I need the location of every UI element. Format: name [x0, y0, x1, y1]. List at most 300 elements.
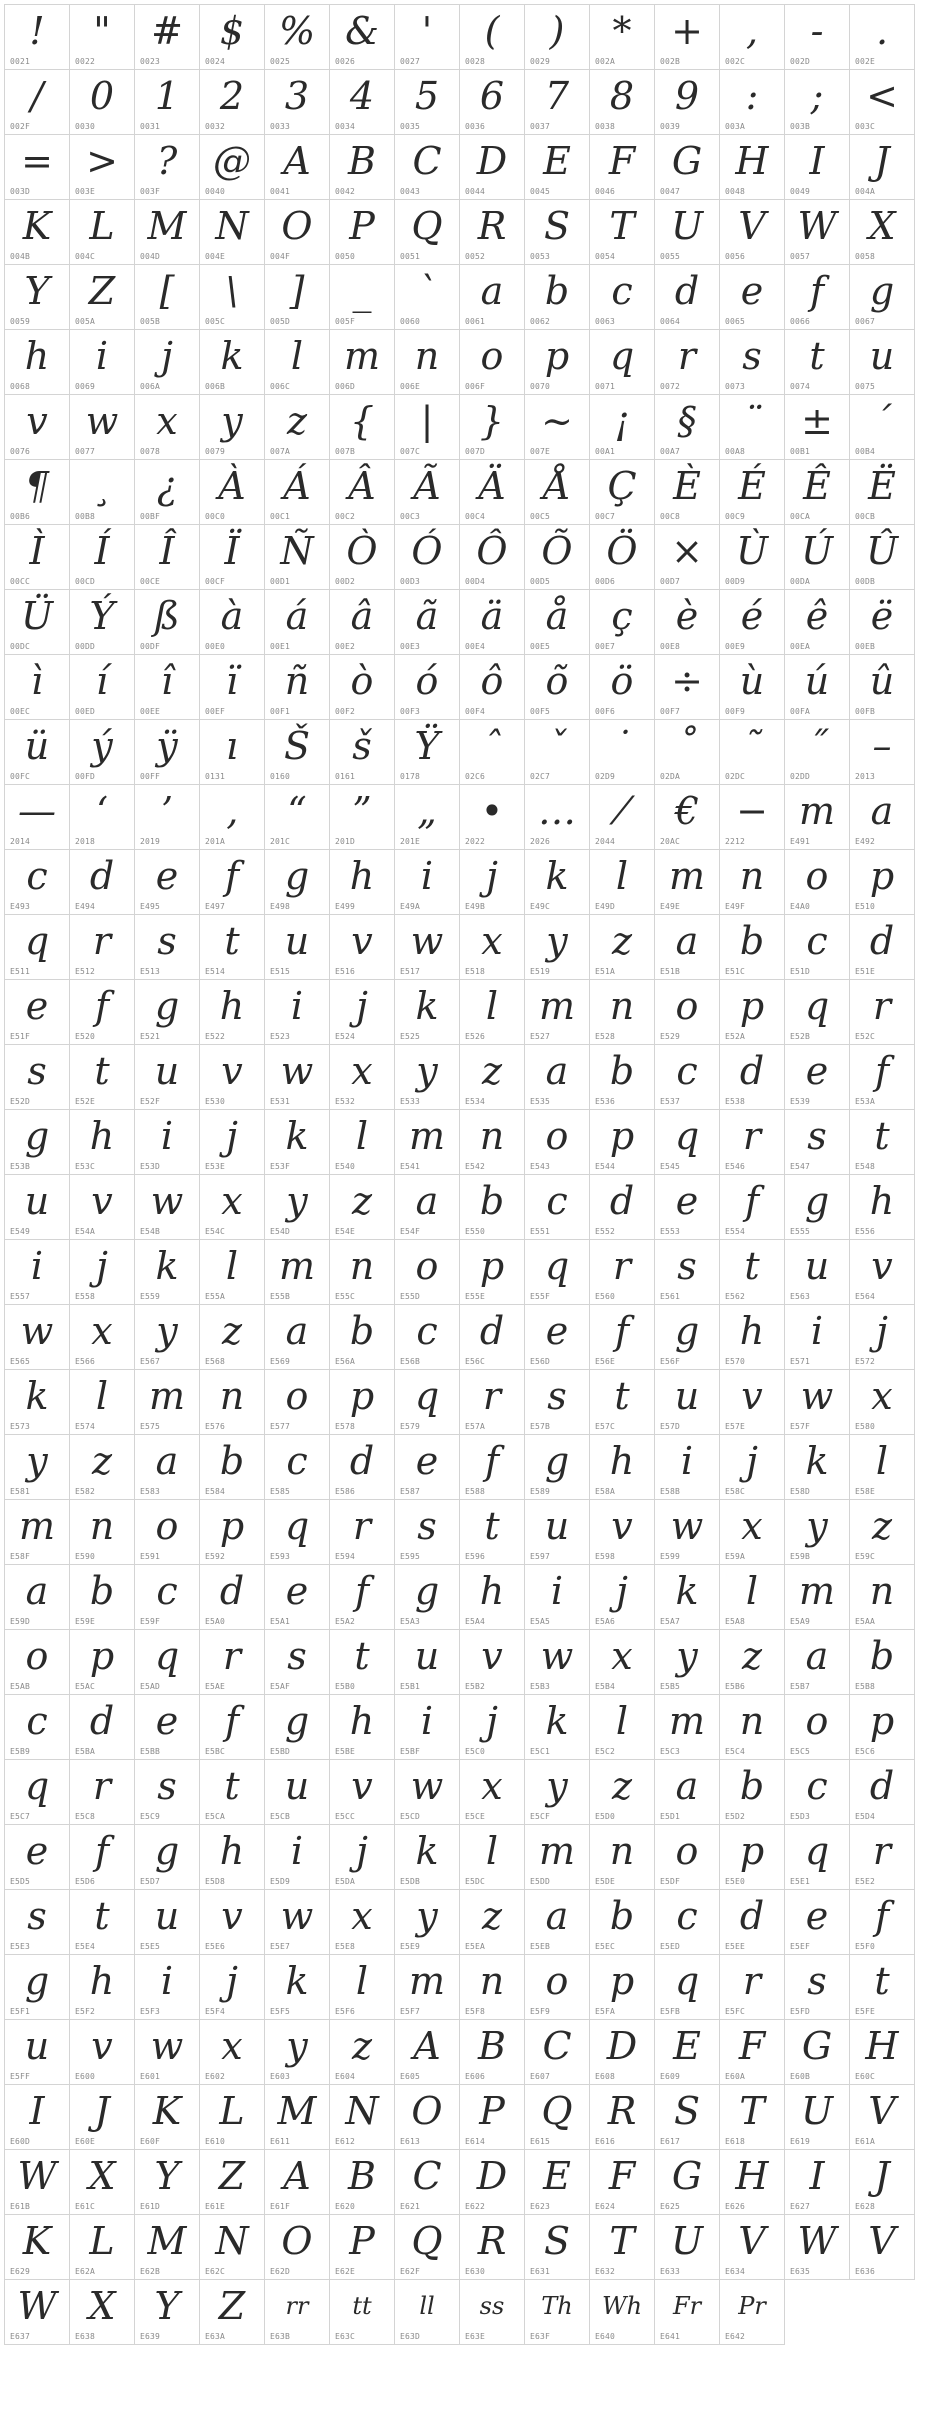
- glyph-sample: ¡: [614, 399, 630, 443]
- glyph-sample: f: [224, 854, 240, 898]
- glyph-code: E5DB: [400, 1877, 421, 1886]
- glyph-code: E5E5: [140, 1942, 161, 1951]
- glyph-cell: [330, 785, 395, 850]
- glyph-code: E5D4: [855, 1812, 876, 1821]
- glyph-code: 0037: [530, 122, 551, 131]
- glyph-sample: e: [545, 1309, 569, 1353]
- glyph-cell: [200, 135, 265, 200]
- glyph-cell: [395, 1305, 460, 1370]
- glyph-sample: I: [29, 2089, 45, 2133]
- glyph-code: 00CD: [75, 577, 96, 586]
- glyph-code: 00BF: [140, 512, 161, 521]
- glyph-cell: [200, 395, 265, 460]
- glyph-cell: [590, 1110, 655, 1175]
- glyph-sample: ;: [810, 74, 824, 118]
- glyph-cell: [720, 460, 785, 525]
- glyph-sample: q: [804, 1829, 830, 1873]
- glyph-sample: r: [612, 1244, 632, 1288]
- glyph-cell: [200, 1435, 265, 1500]
- glyph-sample: l: [225, 1244, 239, 1288]
- glyph-sample: s: [547, 1374, 567, 1418]
- glyph-cell: [135, 135, 200, 200]
- glyph-cell: [460, 265, 525, 330]
- glyph-code: 006F: [465, 382, 486, 391]
- glyph-cell: [330, 460, 395, 525]
- glyph-cell: [330, 2150, 395, 2215]
- glyph-cell: [70, 1240, 135, 1305]
- glyph-cell: [525, 2020, 590, 2085]
- glyph-code: E5F9: [530, 2007, 551, 2016]
- glyph-cell: [720, 1370, 785, 1435]
- glyph-sample: o: [545, 1959, 569, 2003]
- glyph-sample: h: [219, 1829, 245, 1873]
- glyph-code: 0041: [270, 187, 291, 196]
- glyph-code: E534: [465, 1097, 486, 1106]
- glyph-cell: [655, 785, 720, 850]
- glyph-code: 00D6: [595, 577, 616, 586]
- glyph-cell: [525, 980, 590, 1045]
- glyph-code: 0039: [660, 122, 681, 131]
- glyph-sample: P: [349, 204, 375, 248]
- glyph-code: E63C: [335, 2332, 356, 2341]
- glyph-cell: [330, 265, 395, 330]
- glyph-sample: t: [224, 1764, 240, 1808]
- glyph-sample: `: [417, 269, 437, 313]
- glyph-code: E551: [530, 1227, 551, 1236]
- glyph-cell: [70, 1435, 135, 1500]
- glyph-cell: [460, 525, 525, 590]
- glyph-sample: r: [872, 984, 892, 1028]
- glyph-code: 2212: [725, 837, 746, 846]
- glyph-code: 00D7: [660, 577, 681, 586]
- glyph-sample: rr: [285, 2292, 309, 2320]
- glyph-cell: [720, 330, 785, 395]
- glyph-cell: [785, 1435, 850, 1500]
- glyph-sample: i: [420, 854, 434, 898]
- glyph-sample: ú: [804, 659, 830, 703]
- glyph-code: E628: [855, 2202, 876, 2211]
- glyph-sample: k: [285, 1114, 309, 1158]
- glyph-cell: [5, 590, 70, 655]
- glyph-code: 00E8: [660, 642, 681, 651]
- glyph-code: E52B: [790, 1032, 811, 1041]
- glyph-sample: tt: [352, 2292, 372, 2320]
- glyph-code: E605: [400, 2072, 421, 2081]
- glyph-code: 00E4: [465, 642, 486, 651]
- glyph-cell: [850, 850, 915, 915]
- glyph-cell: [200, 1240, 265, 1305]
- glyph-code: 00FF: [140, 772, 161, 781]
- glyph-code: 00F4: [465, 707, 486, 716]
- glyph-code: E61F: [270, 2202, 291, 2211]
- glyph-cell: [720, 590, 785, 655]
- glyph-code: E541: [400, 1162, 421, 1171]
- glyph-code: 00FB: [855, 707, 876, 716]
- glyph-sample: d: [739, 1049, 765, 1093]
- glyph-code: 002D: [790, 57, 811, 66]
- glyph-cell: [135, 70, 200, 135]
- glyph-cell: [330, 1045, 395, 1110]
- glyph-cell: [720, 395, 785, 460]
- glyph-code: 00E5: [530, 642, 551, 651]
- glyph-code: E52D: [10, 1097, 31, 1106]
- glyph-sample: f: [744, 1179, 760, 1223]
- glyph-sample: o: [415, 1244, 439, 1288]
- glyph-cell: [460, 1565, 525, 1630]
- glyph-code: E539: [790, 1097, 811, 1106]
- glyph-cell: [200, 2085, 265, 2150]
- glyph-cell: [395, 1110, 460, 1175]
- glyph-code: E520: [75, 1032, 96, 1041]
- glyph-code: 0027: [400, 57, 421, 66]
- glyph-cell: [525, 1435, 590, 1500]
- glyph-cell: [720, 2020, 785, 2085]
- glyph-cell: [395, 1435, 460, 1500]
- glyph-sample: w: [280, 1894, 314, 1938]
- glyph-sample: Wh: [601, 2292, 643, 2320]
- glyph-cell: [5, 850, 70, 915]
- glyph-sample: >: [86, 139, 118, 183]
- glyph-sample: (: [484, 9, 500, 53]
- glyph-code: 00EE: [140, 707, 161, 716]
- glyph-cell: [720, 1500, 785, 1565]
- glyph-sample: ,: [745, 9, 759, 53]
- glyph-sample: h: [349, 1699, 375, 1743]
- glyph-cell: [785, 785, 850, 850]
- glyph-sample: g: [154, 1829, 180, 1873]
- glyph-cell: [850, 655, 915, 720]
- glyph-sample: ù: [739, 659, 765, 703]
- glyph-cell: [265, 200, 330, 265]
- glyph-sample: u: [414, 1634, 440, 1678]
- glyph-code: 0057: [790, 252, 811, 261]
- glyph-code: E5ED: [660, 1942, 681, 1951]
- glyph-code: E60A: [725, 2072, 746, 2081]
- glyph-code: E5CA: [205, 1812, 226, 1821]
- glyph-code: E51B: [660, 967, 681, 976]
- glyph-cell: [655, 265, 720, 330]
- glyph-code: E608: [595, 2072, 616, 2081]
- glyph-code: E61B: [10, 2202, 31, 2211]
- glyph-cell: [525, 70, 590, 135]
- glyph-cell: [785, 395, 850, 460]
- glyph-code: 00FD: [75, 772, 96, 781]
- glyph-code: E5E0: [725, 1877, 746, 1886]
- glyph-code: 00D4: [465, 577, 486, 586]
- glyph-sample: G: [671, 139, 703, 183]
- glyph-cell: [200, 1825, 265, 1890]
- glyph-code: E59D: [10, 1617, 31, 1626]
- glyph-sample: A: [283, 139, 311, 183]
- glyph-sample: n: [609, 984, 635, 1028]
- glyph-cell: [395, 2215, 460, 2280]
- glyph-code: E61D: [140, 2202, 161, 2211]
- glyph-cell: [785, 5, 850, 70]
- glyph-sample: j: [746, 1439, 758, 1483]
- glyph-cell: [70, 2280, 135, 2345]
- glyph-cell: [655, 2150, 720, 2215]
- glyph-sample: t: [874, 1114, 890, 1158]
- glyph-code: 00E9: [725, 642, 746, 651]
- glyph-cell: [70, 785, 135, 850]
- glyph-sample: c: [26, 854, 48, 898]
- glyph-code: E575: [140, 1422, 161, 1431]
- glyph-cell: [5, 1305, 70, 1370]
- glyph-sample: r: [92, 919, 112, 963]
- glyph-code: E5FC: [725, 2007, 746, 2016]
- glyph-sample: O: [281, 2219, 313, 2263]
- glyph-code: E597: [530, 1552, 551, 1561]
- glyph-code: E5DC: [465, 1877, 486, 1886]
- glyph-cell: [460, 1370, 525, 1435]
- glyph-cell: [460, 1240, 525, 1305]
- glyph-cell: [785, 1825, 850, 1890]
- glyph-code: E5A0: [205, 1617, 226, 1626]
- glyph-cell: [590, 2280, 655, 2345]
- glyph-sample: a: [155, 1439, 179, 1483]
- glyph-sample: D: [476, 2154, 508, 2198]
- glyph-code: E5FE: [855, 2007, 876, 2016]
- glyph-cell: [590, 915, 655, 980]
- glyph-code: E51F: [10, 1032, 31, 1041]
- glyph-code: E640: [595, 2332, 616, 2341]
- glyph-sample: }: [479, 399, 505, 443]
- glyph-code: E591: [140, 1552, 161, 1561]
- glyph-code: 00E1: [270, 642, 291, 651]
- glyph-cell: [720, 1240, 785, 1305]
- glyph-code: 201D: [335, 837, 356, 846]
- glyph-cell: [785, 1955, 850, 2020]
- glyph-sample: t: [874, 1959, 890, 2003]
- glyph-code: E5C6: [855, 1747, 876, 1756]
- glyph-code: 00F9: [725, 707, 746, 716]
- glyph-cell: [330, 1110, 395, 1175]
- glyph-sample: É: [738, 464, 766, 508]
- glyph-sample: Ù: [735, 529, 769, 573]
- glyph-sample: @: [213, 139, 251, 183]
- glyph-sample: j: [226, 1959, 238, 2003]
- glyph-sample: M: [147, 204, 187, 248]
- glyph-code: E58C: [725, 1487, 746, 1496]
- glyph-code: E599: [660, 1552, 681, 1561]
- glyph-sample: m: [538, 984, 576, 1028]
- glyph-cell: [70, 200, 135, 265]
- glyph-cell: [590, 1825, 655, 1890]
- glyph-code: E49E: [660, 902, 681, 911]
- glyph-sample: ó: [415, 659, 439, 703]
- glyph-sample: p: [739, 1829, 765, 1873]
- glyph-cell: [720, 2150, 785, 2215]
- glyph-sample: l: [485, 984, 499, 1028]
- glyph-code: E51C: [725, 967, 746, 976]
- glyph-sample: N: [215, 204, 249, 248]
- glyph-sample: H: [735, 139, 769, 183]
- glyph-sample: ı: [225, 724, 239, 768]
- glyph-sample: R: [607, 2089, 637, 2133]
- glyph-sample: Fr: [672, 2292, 702, 2320]
- glyph-sample: Õ: [541, 529, 573, 573]
- glyph-cell: [330, 2085, 395, 2150]
- glyph-sample: c: [806, 1764, 828, 1808]
- glyph-sample: p: [349, 1374, 375, 1418]
- glyph-sample: m: [798, 789, 836, 833]
- glyph-code: 00B8: [75, 512, 96, 521]
- glyph-code: 005D: [270, 317, 291, 326]
- glyph-sample: k: [25, 1374, 49, 1418]
- glyph-sample: j: [356, 984, 368, 1028]
- glyph-code: E616: [595, 2137, 616, 2146]
- glyph-sample: P: [349, 2219, 375, 2263]
- glyph-cell: [525, 1305, 590, 1370]
- glyph-code: E5D8: [205, 1877, 226, 1886]
- glyph-sample: t: [614, 1374, 630, 1418]
- glyph-code: E581: [10, 1487, 31, 1496]
- glyph-code: E526: [465, 1032, 486, 1041]
- glyph-code: E530: [205, 1097, 226, 1106]
- glyph-sample: r: [742, 1959, 762, 2003]
- glyph-sample: x: [481, 919, 503, 963]
- glyph-sample: ì: [30, 659, 44, 703]
- glyph-code: 2013: [855, 772, 876, 781]
- glyph-sample: ss: [479, 2292, 505, 2320]
- glyph-sample: s: [807, 1959, 827, 2003]
- glyph-sample: ±: [801, 399, 833, 443]
- glyph-code: E5C7: [10, 1812, 31, 1821]
- glyph-sample: Û: [865, 529, 899, 573]
- glyph-cell: [525, 1500, 590, 1565]
- glyph-cell: [265, 1760, 330, 1825]
- glyph-cell: [330, 1890, 395, 1955]
- glyph-code: E593: [270, 1552, 291, 1561]
- glyph-sample: ×: [671, 529, 703, 573]
- glyph-sample: N: [345, 2089, 379, 2133]
- glyph-sample: q: [674, 1959, 700, 2003]
- glyph-code: E55A: [205, 1292, 226, 1301]
- glyph-sample: b: [869, 1634, 895, 1678]
- glyph-code: E577: [270, 1422, 291, 1431]
- glyph-cell: [135, 1695, 200, 1760]
- glyph-code: 00F1: [270, 707, 291, 716]
- glyph-sample: v: [91, 1179, 113, 1223]
- glyph-sample: p: [89, 1634, 115, 1678]
- glyph-code: 2014: [10, 837, 31, 846]
- glyph-sample: B: [348, 2154, 376, 2198]
- glyph-sample: J: [874, 2154, 890, 2198]
- glyph-sample: h: [479, 1569, 505, 1613]
- glyph-sample: r: [482, 1374, 502, 1418]
- glyph-cell: [70, 720, 135, 785]
- glyph-cell: [265, 1240, 330, 1305]
- glyph-code: E631: [530, 2267, 551, 2276]
- glyph-code: E52C: [855, 1032, 876, 1041]
- glyph-sample: k: [545, 854, 569, 898]
- glyph-sample: N: [215, 2219, 249, 2263]
- glyph-code: E560: [595, 1292, 616, 1301]
- glyph-code: E5CF: [530, 1812, 551, 1821]
- glyph-sample: j: [161, 334, 173, 378]
- glyph-cell: [135, 1110, 200, 1175]
- glyph-sample: Š: [283, 724, 311, 768]
- glyph-sample: y: [286, 2024, 308, 2068]
- glyph-code: E545: [660, 1162, 681, 1171]
- glyph-sample: u: [804, 1244, 830, 1288]
- glyph-cell: [460, 2020, 525, 2085]
- glyph-cell: [265, 330, 330, 395]
- glyph-code: E553: [660, 1227, 681, 1236]
- glyph-code: E610: [205, 2137, 226, 2146]
- glyph-cell: [720, 2280, 785, 2345]
- glyph-sample: k: [675, 1569, 699, 1613]
- glyph-code: E582: [75, 1487, 96, 1496]
- glyph-sample: l: [355, 1114, 369, 1158]
- glyph-code: E606: [465, 2072, 486, 2081]
- glyph-cell: [70, 1695, 135, 1760]
- glyph-code: 0030: [75, 122, 96, 131]
- glyph-cell: [720, 1435, 785, 1500]
- glyph-cell: [70, 265, 135, 330]
- glyph-sample: f: [614, 1309, 630, 1353]
- glyph-cell: [590, 395, 655, 460]
- glyph-sample: M: [277, 2089, 317, 2133]
- glyph-cell: [720, 1695, 785, 1760]
- glyph-code: E5A7: [660, 1617, 681, 1626]
- glyph-sample: n: [609, 1829, 635, 1873]
- glyph-code: E5FB: [660, 2007, 681, 2016]
- glyph-sample: f: [484, 1439, 500, 1483]
- glyph-cell: [785, 135, 850, 200]
- glyph-code: E54D: [270, 1227, 291, 1236]
- glyph-cell: [395, 330, 460, 395]
- glyph-code: 201A: [205, 837, 226, 846]
- glyph-code: E587: [400, 1487, 421, 1496]
- glyph-cell: [330, 135, 395, 200]
- glyph-sample: A: [283, 2154, 311, 2198]
- glyph-cell: [785, 1500, 850, 1565]
- glyph-cell: [655, 525, 720, 590]
- glyph-cell: [135, 1890, 200, 1955]
- glyph-sample: k: [415, 1829, 439, 1873]
- glyph-sample: ò: [350, 659, 374, 703]
- glyph-cell: [460, 850, 525, 915]
- glyph-sample: z: [611, 919, 633, 963]
- glyph-code: E61A: [855, 2137, 876, 2146]
- glyph-sample: ¶: [24, 464, 50, 508]
- glyph-code: E5A4: [465, 1617, 486, 1626]
- glyph-sample: d: [479, 1309, 505, 1353]
- glyph-cell: [460, 2085, 525, 2150]
- glyph-cell: [330, 1565, 395, 1630]
- glyph-code: E5BB: [140, 1747, 161, 1756]
- glyph-cell: [200, 1630, 265, 1695]
- glyph-cell: [850, 1435, 915, 1500]
- glyph-cell: [785, 1240, 850, 1305]
- glyph-sample: p: [609, 1959, 635, 2003]
- glyph-code: E5AA: [855, 1617, 876, 1626]
- glyph-sample: s: [742, 334, 762, 378]
- glyph-sample: e: [155, 1699, 179, 1743]
- glyph-code: 0046: [595, 187, 616, 196]
- glyph-cell: [5, 1045, 70, 1110]
- glyph-cell: [785, 265, 850, 330]
- glyph-cell: [460, 915, 525, 980]
- glyph-cell: [590, 1045, 655, 1110]
- glyph-code: E63B: [270, 2332, 291, 2341]
- glyph-sample: è: [675, 594, 699, 638]
- glyph-cell: [70, 70, 135, 135]
- glyph-sample: û: [869, 659, 895, 703]
- glyph-code: 00E2: [335, 642, 356, 651]
- glyph-code: E543: [530, 1162, 551, 1171]
